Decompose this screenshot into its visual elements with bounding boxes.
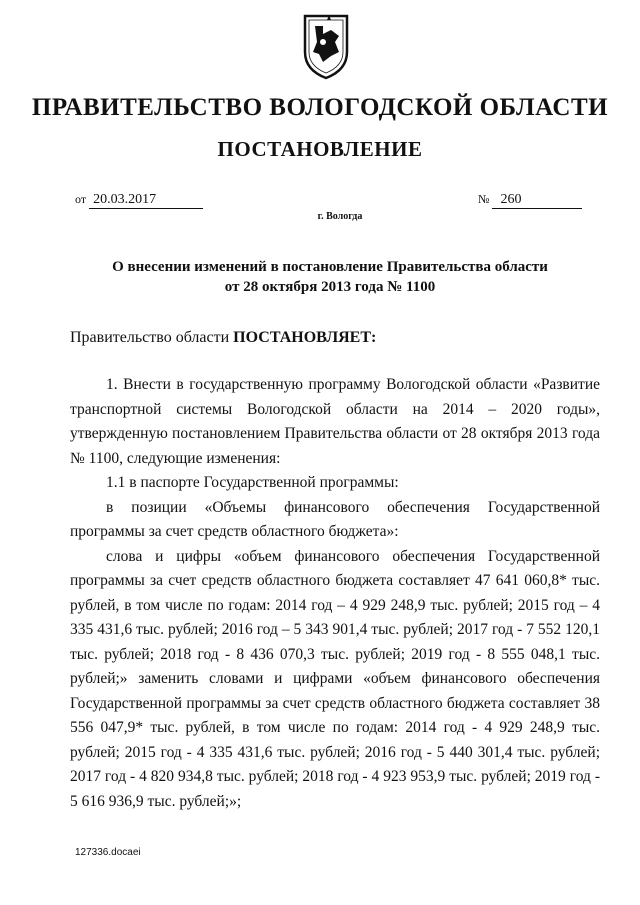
paragraph-4: слова и цифры «объем финансового обеспечения Государственной программы за счет средств областного бюджета составляет 47 641 060,8* тыс. рублей, в том числе по годам: 2014 год – 4 929 248,9 тыс. рублей; 2015 год – 4 335 431,6 тыс. рублей; 2016 год – 5 343 901,4 тыс. рублей; 2017 год - 7 552 120,1 тыс. рублей; 2018 год - 8 436 070,3 тыс. рублей; 2019 год - 8 555 048,1 тыс. рублей;» заменить словами и цифрами «объем финансового обеспечения Государственной программы за счет средств областного бюджета составляет 38 556 047,9* тыс. рублей, в том числе по годам: 2014 год - 4 929 248,9 тыс. рублей; 2015 год - 4 335 431,6 тыс. рублей; 2016 год - 5 440 301,4 тыс. рублей; 2017 год - 4 820 934,8 тыс. рублей; 2018 год - 4 923 953,9 тыс. рублей; 2019 год - 5 616 936,9 тыс. рублей;»;: [70, 547, 600, 810]
paragraph-1: 1. Внести в государственную программу Вологодской области «Развитие транспортной системы Вологодской области на 2014 – 2020 годы», утвержденную постановлением Правительства области от 28 октября 2013 года № 1100, следующие изменения:: [70, 376, 600, 467]
file-reference: 127336.docaei: [75, 847, 141, 858]
coat-of-arms-emblem: [301, 12, 351, 82]
paragraph-3: в позиции «Объемы финансового обеспечения Государственной программы за счет средств областного бюджета»:: [70, 498, 600, 540]
paragraph-2: 1.1 в паспорте Государственной программы:: [106, 474, 399, 491]
document-body: [70, 373, 600, 814]
document-date: 20.03.2017: [89, 192, 203, 209]
subject-line-2: от 28 октября 2013 года № 1100: [224, 279, 436, 295]
preamble-decree: ПОСТАНОВЛЯЕТ:: [233, 329, 377, 346]
subject-line-1: О внесении изменений в постановление Правительства области: [112, 259, 548, 275]
number-prefix: №: [478, 192, 490, 206]
document-type-title: ПОСТАНОВЛЕНИЕ: [217, 137, 423, 161]
document-number-row: [478, 192, 582, 209]
preamble-text: Правительство области: [70, 329, 234, 346]
document-number: 260: [492, 192, 582, 209]
government-title: ПРАВИТЕЛЬСТВО ВОЛОГОДСКОЙ ОБЛАСТИ: [31, 94, 609, 121]
document-date-row: [75, 192, 203, 209]
document-subject: [90, 257, 570, 297]
preamble: [70, 329, 376, 347]
date-prefix: от: [75, 192, 87, 206]
city-label: г. Вологда: [317, 211, 363, 222]
